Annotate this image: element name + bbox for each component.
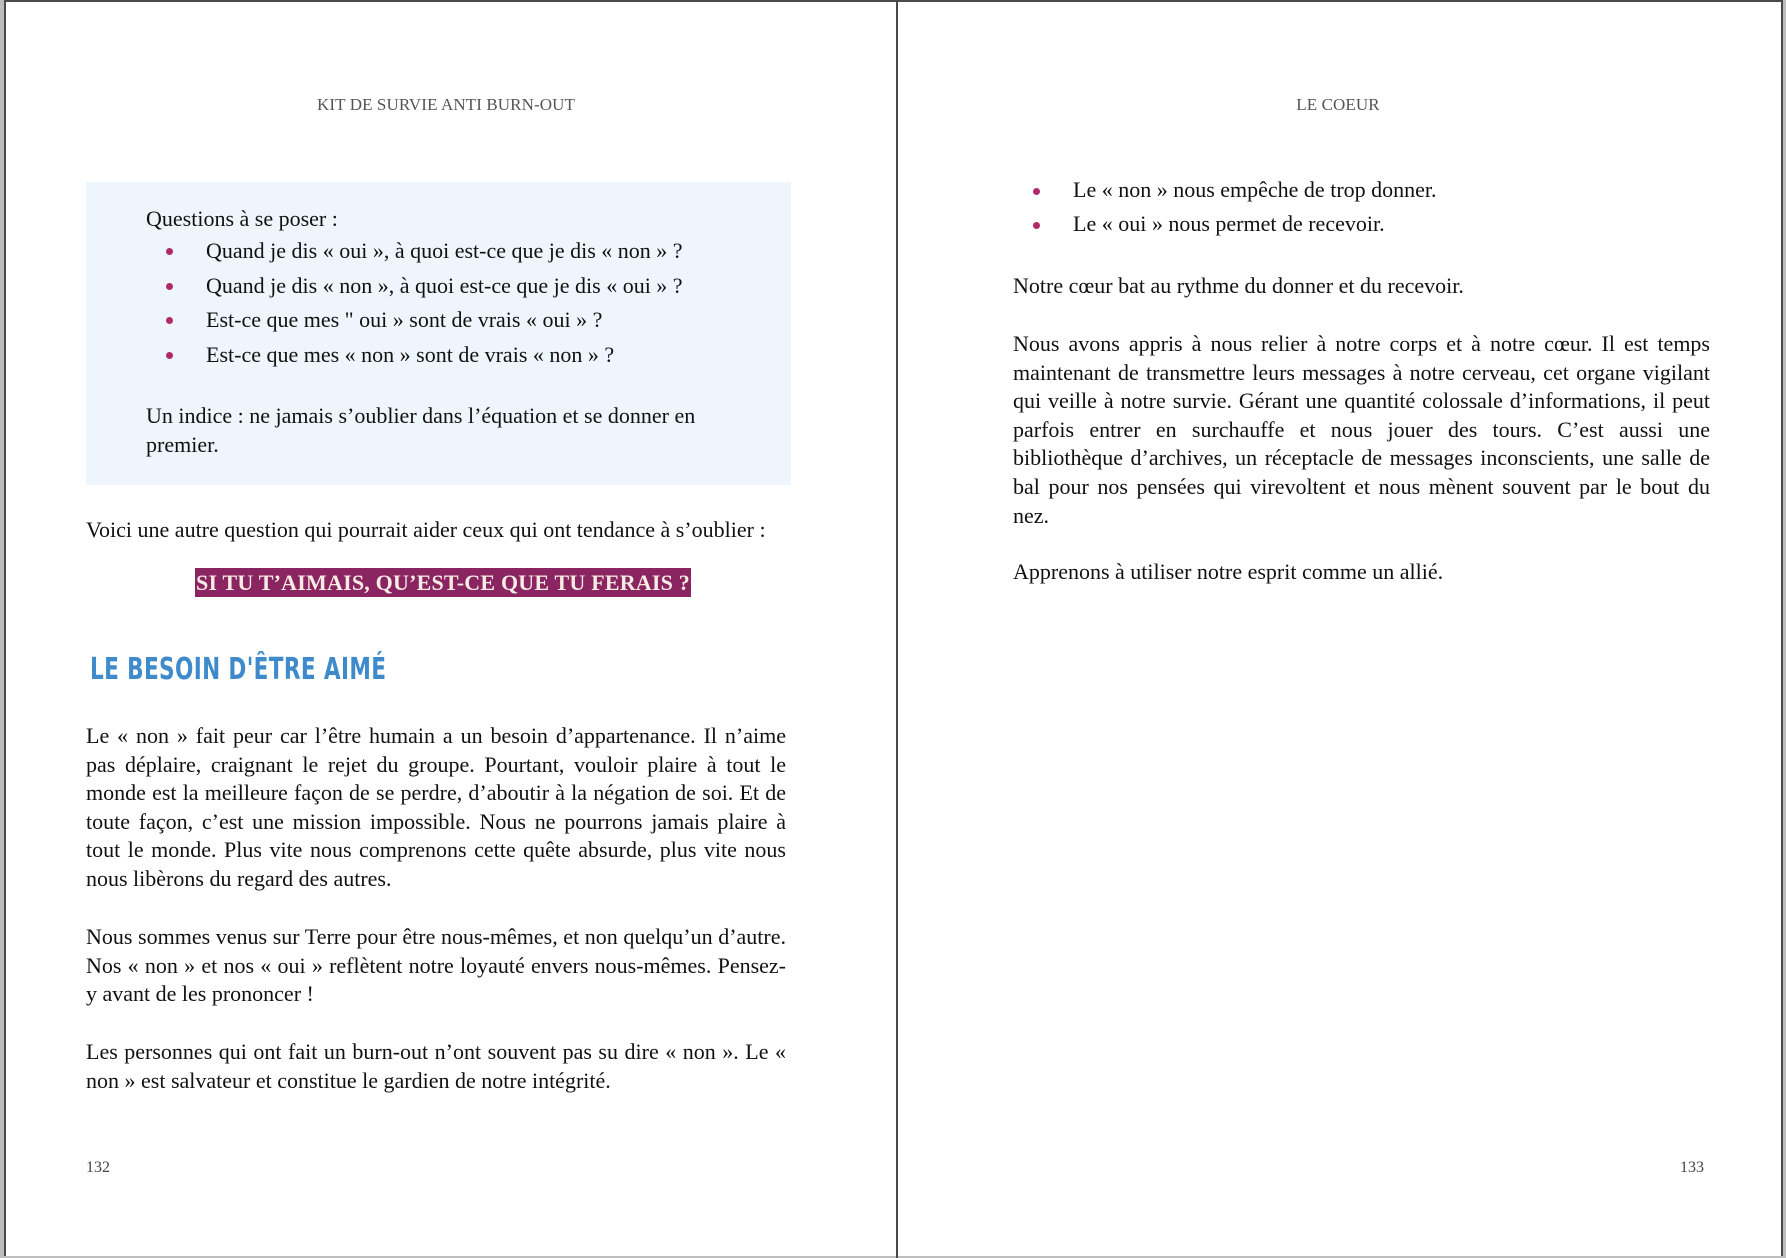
paragraph: Le « non » fait peur car l’être humain a un besoin d’appartenance. Il n’aime pas déplaire, craignant le rejet du groupe. Pourtant, vouloir plaire à tout le monde est la meilleure façon de se perdre, d’aboutir à la négation de soi. Et de toute façon, c’est une mission impossible. Nous ne pourrons jamais plaire à tout le monde. Plus vite nous comprenons cette quête absurde, plus vite nous nous libèrons du regard des autres. (86, 723, 786, 891)
paragraph: Apprenons à utiliser notre esprit comme un allié. (1013, 559, 1444, 584)
bullet-icon (1033, 222, 1040, 229)
page-number: 133 (1680, 1159, 1704, 1176)
callout-hint: Un indice : ne jamais s’oublier dans l’équation et se donner en premier. (146, 403, 696, 457)
highlight-question-wrap (6, 570, 880, 596)
left-page (6, 2, 894, 1258)
questions-callout (86, 182, 791, 485)
paragraph: Nous avons appris à nous relier à notre corps et à notre cœur. Il est temps maintenant de transmettre leurs messages à notre cerveau, cet organe vigilant qui veille à notre survie. Gérant une quantité colossale d’informations, il peut parfois entrer en surchauffe et nous jouer des tours. C’est aussi une bibliothèque d’archives, un réceptacle de messages inconscients, une salle de bal pour nos pensées qui virevoltent et nous mènent souvent par le bout du nez. (1013, 331, 1710, 528)
bullet-text: Le « oui » nous permet de recevoir. (1073, 211, 1385, 236)
bullet-text: Le « non » nous empêche de trop donner. (1073, 177, 1437, 202)
running-head-left: KIT DE SURVIE ANTI BURN-OUT (317, 95, 575, 114)
book-spread (4, 0, 1783, 1256)
section-title: LE BESOIN D'ÊTRE AIMÉ (90, 652, 387, 687)
question-text: Est-ce que mes " oui » sont de vrais « oui » ? (206, 307, 603, 333)
lead-in-paragraph: Voici une autre question qui pourrait aider ceux qui ont tendance à s’oublier : (86, 517, 766, 542)
bullet-icon (166, 317, 173, 324)
page-number: 132 (86, 1159, 110, 1176)
bullet-icon (166, 283, 173, 290)
running-head-right: LE COEUR (1296, 95, 1380, 114)
question-text: Quand je dis « oui », à quoi est-ce que je dis « non » ? (206, 238, 683, 263)
paragraph: Notre cœur bat au rythme du donner et du recevoir. (1013, 273, 1464, 298)
bullet-icon (166, 248, 173, 255)
callout-intro: Questions à se poser : (146, 206, 338, 231)
paragraph: Les personnes qui ont fait un burn-out n’ont souvent pas su dire « non ». Le « non » est salvateur et constitue le gardien de notre intégrité. (86, 1039, 786, 1093)
question-text: Quand je dis « non », à quoi est-ce que je dis « oui » ? (206, 272, 683, 298)
bullet-icon (1033, 188, 1040, 195)
bullet-icon (166, 352, 173, 359)
question-text: Est-ce que mes « non » sont de vrais « non » ? (206, 341, 615, 367)
right-page (898, 2, 1783, 1258)
highlight-question: SI TU T’AIMAIS, QU’EST-CE QUE TU FERAIS ? (196, 570, 690, 595)
paragraph: Nous sommes venus sur Terre pour être nous-mêmes, et non quelqu’un d’autre. Nos « non » et nos « oui » reflètent notre loyauté envers nous-mêmes. Pensez-y avant de les prononcer ! (86, 924, 786, 1007)
